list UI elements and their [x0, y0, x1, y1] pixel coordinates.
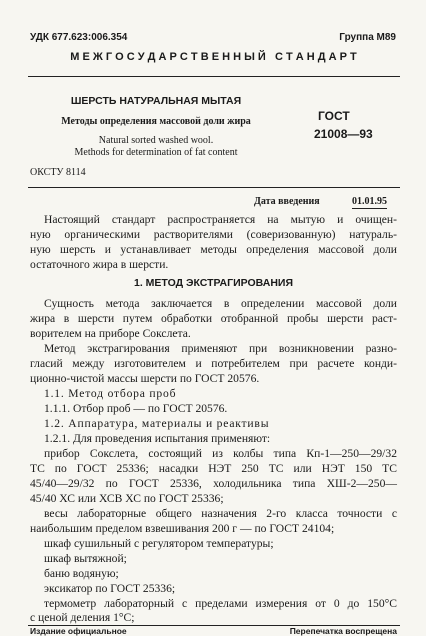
header-rule-top — [28, 76, 400, 77]
essence-line: ворителем на приборе Сокслета. — [30, 327, 191, 340]
method-line: гласий между изготовителем и потребителем при расчете конди- — [30, 357, 397, 370]
standard-type: М Е Ж Г О С У Д А Р С Т В Е Н Н Ы Й С Т А Н Д А Р Т — [70, 51, 357, 63]
intro-date-value: 01.01.95 — [352, 196, 387, 207]
udk-code: УДК 677.623:006.354 — [30, 32, 128, 43]
scales-line: весы лабораторные общего назначения 2-го класса точности с — [44, 507, 397, 520]
apparatus-line: 45/40—29/32 по ГОСТ 25336, холодильника типа ХШ-2—250— — [30, 477, 397, 490]
group-code: Группа М89 — [339, 32, 396, 43]
gost-label: ГОСТ — [318, 109, 350, 123]
intro-date-label: Дата введения — [254, 196, 320, 207]
essence-line: жира в шерсти путем обработки отобранной пробы шерсти раст- — [30, 312, 397, 325]
section-1-title: 1. МЕТОД ЭКСТРАГИРОВАНИЯ — [134, 277, 293, 289]
thermometer-line: с ценой деления 1°С; — [30, 611, 135, 624]
equipment-item: шкаф вытяжной; — [44, 552, 127, 565]
intro-line: остаточного жира в шерсти. — [30, 258, 169, 271]
apparatus-line: прибор Сокслета, состоящий из колбы типа Кп-1—250—29/32 — [44, 447, 397, 460]
title-block-rule — [28, 187, 400, 188]
scales-line: наибольшим пределом взвешивания 200 г — по ГОСТ 24104; — [30, 522, 335, 535]
method-line: ционно-чистой массы шерсти по ГОСТ 20576. — [30, 372, 260, 385]
intro-line: ную органическими растворителями (соверизованную) натураль- — [30, 228, 397, 241]
item-1-2: 1.2. Аппаратура, материалы и реактивы — [44, 417, 270, 430]
footer-right: Перепечатка воспрещена — [289, 626, 397, 636]
title-en: Natural sorted washed wool. — [98, 135, 214, 146]
essence-line: Сущность метода заключается в определении массовой доли — [44, 297, 397, 310]
title-ru: ШЕРСТЬ НАТУРАЛЬНАЯ МЫТАЯ — [70, 95, 242, 107]
equipment-item: баню водяную; — [44, 567, 119, 580]
equipment-item: эксикатор по ГОСТ 25336; — [44, 582, 176, 595]
item-1-1: 1.1. Метод отбора проб — [44, 387, 177, 400]
okstu-code: ОКСТУ 8114 — [30, 167, 86, 178]
apparatus-line: ТС по ГОСТ 25336; насадки НЭТ 250 ТС или НЭТ 150 ТС — [30, 462, 397, 475]
equipment-item: шкаф сушильный с регулятором температуры; — [44, 537, 274, 550]
item-1-1-1: 1.1.1. Отбор проб — по ГОСТ 20576. — [44, 402, 228, 415]
method-line: Метод экстрагирования применяют при возникновении разно- — [44, 342, 397, 355]
subtitle-en: Methods for determination of fat content — [74, 147, 238, 158]
intro-line: ную шерсть и устанавливает методы определения массовой доли — [30, 243, 397, 256]
footer-left: Издание официальное — [30, 626, 127, 636]
thermometer-line: термометр лабораторный с пределами измерения от 0 до 150°С — [44, 597, 397, 610]
intro-line: Настоящий стандарт распространяется на мытую и очищен- — [44, 213, 397, 226]
item-1-2-1: 1.2.1. Для проведения испытания применяют: — [44, 432, 271, 445]
apparatus-line: 45/40 ХС или ХСВ ХС по ГОСТ 25336; — [30, 492, 224, 505]
gost-number: 21008—93 — [314, 127, 373, 141]
subtitle-ru: Методы определения массовой доли жира — [61, 116, 251, 127]
